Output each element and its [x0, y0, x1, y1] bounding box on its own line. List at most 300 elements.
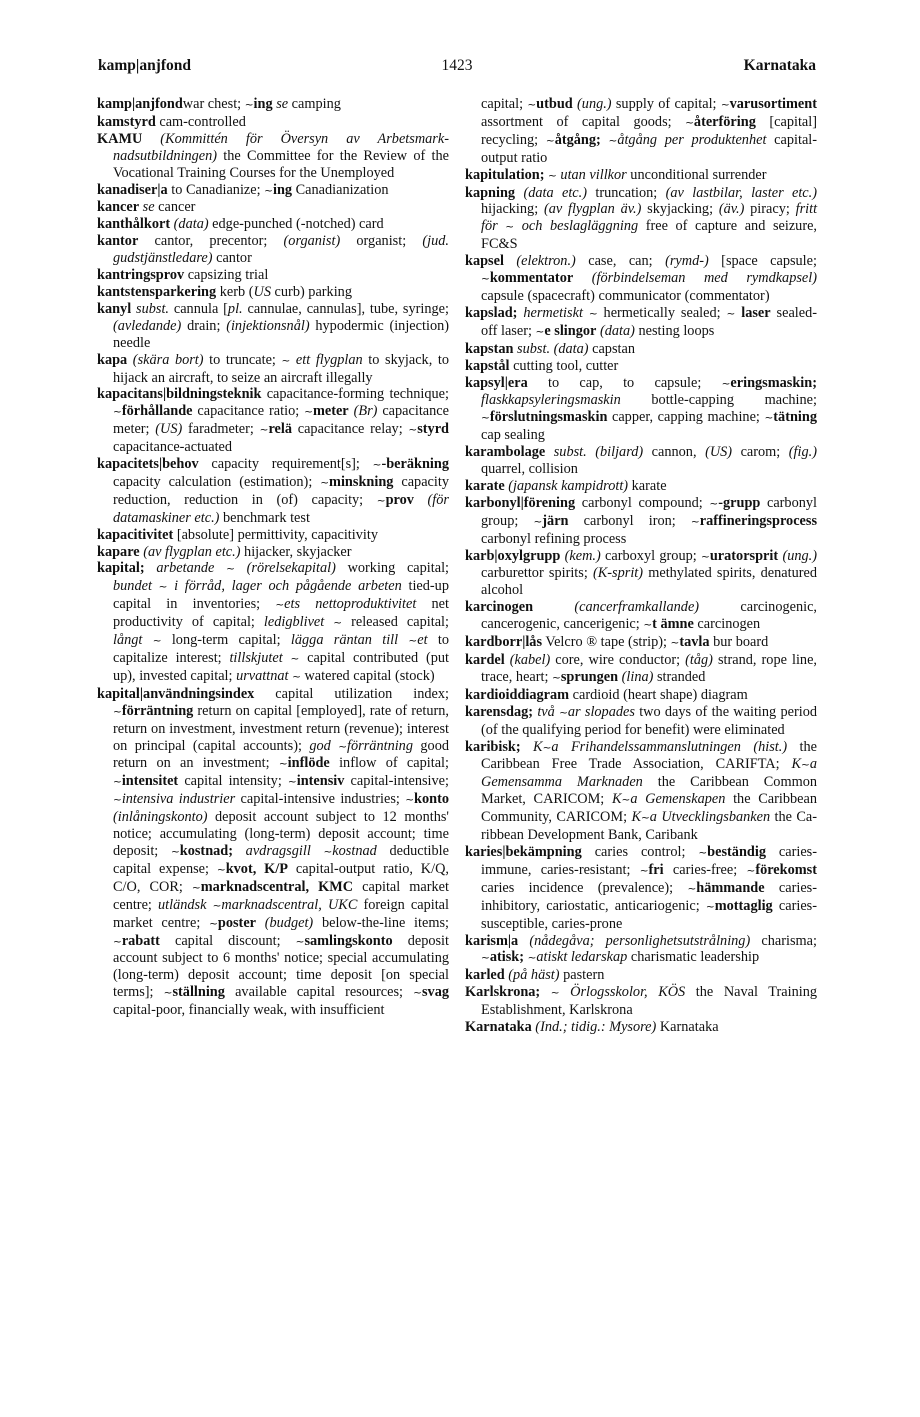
entry-headword: karies|bekämpning: [465, 843, 582, 860]
entry-headword: karb|oxylgrupp: [465, 547, 561, 564]
entry-text: edge-punched (-notched) card: [208, 216, 384, 233]
tilde-symbol: ~: [701, 550, 710, 563]
dictionary-entry: [465, 933, 817, 968]
entry-text: capital intensity;: [178, 773, 288, 790]
entry-label: (lina): [618, 668, 654, 685]
entry-text: benchmark test: [219, 509, 310, 526]
entry-headword: beständig: [707, 843, 766, 860]
entry-label: (data): [170, 216, 209, 233]
dictionary-entry: [97, 456, 449, 527]
page-header: [98, 57, 816, 81]
entry-label: (cancerframkallande): [533, 599, 700, 616]
dictionary-entry: [97, 114, 449, 131]
right-column: [465, 96, 817, 1036]
entry-text: stranded: [653, 668, 706, 685]
entry-headword: kapstål: [465, 357, 510, 374]
entry-text: inflow of capital;: [329, 755, 449, 772]
entry-label: (fig.): [788, 444, 817, 461]
entry-label: (K-sprit): [593, 565, 644, 582]
entry-label: atiskt ledarskap: [536, 949, 628, 966]
entry-headword: laser: [735, 304, 771, 321]
entry-headword: kantstensparkering: [97, 283, 217, 300]
entry-headword: förslutningsmaskin: [489, 409, 608, 426]
entry-text: capacitance meter;: [113, 403, 449, 438]
entry-label: (på häst): [504, 967, 560, 984]
dictionary-entry: [465, 634, 817, 652]
entry-label: kostnad: [332, 842, 377, 859]
entry-label: (av lastbilar, laster etc.): [665, 184, 817, 201]
tilde-symbol: ~: [259, 424, 269, 437]
entry-text: cannula [: [169, 300, 228, 317]
entry-text: caries-free;: [663, 861, 747, 878]
entry-headword: relä: [268, 421, 292, 438]
entry-text: [601, 132, 609, 148]
entry-headword: tätning: [773, 409, 817, 426]
entry-text: cancer: [154, 199, 196, 216]
entry-label: ledigblivet: [263, 614, 334, 631]
entry-label: utan villkor: [556, 166, 627, 183]
tilde-symbol: ~: [209, 917, 218, 930]
entry-text: carburettor spirits;: [481, 565, 593, 582]
entry-text: caries-susceptible, caries-prone: [481, 897, 817, 932]
entry-label: (Br): [348, 403, 378, 420]
entry-label: lägga räntan till: [290, 632, 409, 649]
entry-text: carboxyl group;: [600, 547, 702, 564]
entry-text: cutting tool, cutter: [509, 357, 619, 374]
tilde-symbol: ~: [801, 759, 810, 772]
entry-label: et: [417, 632, 428, 649]
entry-text: the Committee for the Review of the Vocational Training Courses for the Unemployed: [113, 147, 449, 181]
entry-label: (nådegåva; personlighetsutstrålning): [518, 932, 751, 949]
entry-text: supply of capital;: [611, 96, 721, 112]
dictionary-entry: [97, 560, 449, 685]
entry-headword: kapital|användningsindex: [97, 685, 255, 702]
entry-headword: kapacitets|behov: [97, 456, 199, 473]
entry-text: carbonyl compound;: [575, 494, 710, 511]
entry-label: K: [611, 791, 622, 808]
entry-headword: kapacitivitet: [97, 526, 174, 543]
entry-headword: förekomst: [755, 861, 817, 878]
entry-headword: karensdag;: [465, 703, 534, 720]
entry-text: [absolute] permittivity, capacitivity: [173, 526, 378, 543]
entry-headword: kommentator: [489, 270, 574, 287]
entry-label: och beslagläggning: [514, 218, 639, 235]
entry-label: a Gemensamma Marknaden: [481, 756, 817, 791]
dictionary-entry: [465, 704, 817, 739]
entry-text: capital-intensive;: [344, 773, 449, 790]
entry-text: nesting loops: [634, 322, 715, 339]
tilde-symbol: ~: [505, 221, 515, 234]
entry-text: quarrel, collision: [481, 461, 578, 478]
entry-text: to capitalize interest;: [113, 632, 449, 666]
entry-text: piracy;: [744, 201, 796, 218]
entry-headword: kanthålkort: [97, 216, 171, 233]
entry-headword: kapsel: [465, 253, 504, 270]
tilde-symbol: ~: [559, 706, 568, 719]
entry-headword: kapstan: [465, 340, 514, 357]
entry-label: Örlogsskolor, KÖS: [559, 984, 686, 1001]
entry-text: truncation;: [586, 184, 666, 201]
tilde-symbol: ~: [216, 863, 226, 876]
entry-headword: kostnad;: [179, 842, 234, 859]
entry-label: (Ind.; tidig.: Mysore): [531, 1019, 657, 1036]
entry-headword: karate: [465, 477, 505, 494]
header-left-guideword: kamp|anjfond: [98, 57, 191, 74]
entry-text: capacitance-actuated: [113, 439, 233, 456]
entry-text: hijacking;: [481, 201, 544, 218]
dictionary-entry: [465, 1019, 817, 1036]
entry-headword: t ämne: [652, 616, 694, 633]
entry-text: cam-controlled: [155, 113, 246, 130]
tilde-symbol: ~: [292, 670, 301, 683]
tilde-symbol: ~: [408, 424, 418, 437]
entry-label: (äv.): [718, 201, 745, 218]
dictionary-entry: [465, 375, 817, 445]
entry-headword: kapning: [465, 184, 516, 201]
tilde-symbol: ~: [191, 881, 201, 894]
dictionary-entry: [465, 495, 817, 548]
dictionary-entry: [97, 301, 449, 352]
tilde-symbol: ~: [527, 99, 537, 111]
entry-text: organist;: [340, 233, 423, 250]
dictionary-entry: [97, 233, 449, 267]
entry-headword: karled: [465, 967, 505, 984]
entry-label: a Frihandelssammanslutningen (hist.): [551, 738, 788, 755]
entry-text: carbonyl iron;: [568, 512, 691, 529]
entry-label: subst. (data): [513, 340, 589, 357]
entry-text: capsizing trial: [184, 267, 269, 284]
tilde-symbol: ~: [746, 864, 756, 877]
entry-text: charismatic leadership: [627, 949, 760, 966]
entry-text: cannulae, cannulas], tube, syringe;: [242, 300, 449, 317]
entry-text: caries-immune, caries-resistant;: [481, 843, 817, 878]
tilde-symbol: ~: [405, 794, 415, 807]
dictionary-entry: [97, 544, 449, 561]
tilde-symbol: ~: [376, 494, 386, 507]
entry-text: return on capital [employed], rate of return, return on investment, investment return (revenue); interest on principal (capital accounts);: [113, 702, 449, 754]
entry-text: the Caribbean Development Bank, Caribank: [481, 809, 817, 844]
entry-label: (tåg): [685, 652, 713, 668]
tilde-symbol: ~: [535, 325, 545, 338]
tilde-symbol: ~: [698, 846, 708, 859]
entry-label: två: [533, 703, 560, 720]
tilde-symbol: ~: [163, 987, 173, 1000]
entry-headword: kardborr|lås: [465, 634, 543, 651]
entry-text: cannon,: [643, 444, 706, 461]
tilde-symbol: ~: [527, 952, 537, 965]
tilde-symbol: ~: [295, 935, 305, 948]
entry-text: watered capital (stock): [300, 667, 435, 684]
tilde-symbol: ~: [113, 935, 122, 948]
entry-text: to skyjack, to hijack an aircraft, to seize an aircraft illegally: [113, 351, 449, 386]
entry-text: skyjacking;: [641, 201, 719, 218]
tilde-symbol: ~: [113, 705, 122, 718]
entry-headword: karambolage: [465, 444, 546, 461]
entry-text: capacity requirement[s];: [198, 456, 373, 473]
entry-label: (organist): [283, 233, 341, 250]
entry-text: unconditional surrender: [626, 166, 767, 183]
entry-text: core, wire conductor;: [550, 652, 686, 668]
entry-headword: prov: [385, 491, 414, 508]
entry-headword: varusortiment: [729, 96, 817, 112]
entry-headword: rabatt: [121, 932, 160, 949]
tilde-symbol: ~: [709, 497, 719, 510]
tilde-symbol: ~: [372, 459, 382, 472]
tilde-symbol: ~: [639, 864, 649, 877]
tilde-symbol: ~: [158, 581, 168, 594]
entry-label: subst.: [131, 300, 169, 317]
entry-text: cap sealing: [481, 427, 545, 444]
entry-text: capital-intensive industries;: [235, 791, 406, 808]
entry-headword: kapital;: [97, 560, 145, 577]
entry-label: långt: [113, 632, 153, 649]
entry-text: good return on an investment;: [113, 737, 449, 772]
entry-label: åtgång per produktenhet: [617, 131, 767, 148]
entry-text: hypodermic (injection) needle: [113, 317, 449, 351]
entry-text: caries-inhibitory, cariostatic, anticariogenic;: [481, 879, 818, 914]
entry-label: (data etc.): [515, 184, 587, 201]
entry-headword: minskning: [329, 473, 394, 490]
entry-label: (inlåningskonto): [113, 809, 208, 826]
entry-headword: sprungen: [560, 668, 619, 685]
tilde-symbol: ~: [687, 882, 697, 895]
entry-headword: intensitet: [121, 773, 179, 790]
tilde-symbol: ~: [481, 952, 490, 965]
tilde-symbol: ~: [608, 134, 618, 147]
entry-text: [540, 984, 551, 1000]
entry-headword: raffineringsprocess: [699, 512, 818, 529]
entry-headword: e slingor: [544, 322, 597, 339]
tilde-symbol: ~: [552, 671, 561, 684]
entry-text: strand, rope line, trace, heart;: [481, 652, 817, 685]
dictionary-entry: [465, 548, 817, 600]
tilde-symbol: ~: [545, 134, 555, 147]
entry-text: hijacker, skyjacker: [240, 543, 352, 560]
entry-headword: Karlskrona;: [465, 984, 541, 1001]
entry-text: two days of the waiting period (of the qualifying period for benefit) were eliminated: [481, 703, 817, 738]
entry-label: (rörelsekapital): [234, 560, 336, 577]
entry-headword: uratorsprit: [709, 547, 779, 564]
entry-text: bottle-capping machine;: [620, 392, 817, 409]
entry-headword: karcinogen: [465, 599, 534, 616]
entry-text: case, can;: [575, 253, 666, 270]
entry-headword: ing: [253, 96, 273, 112]
entry-text: the Naval Training Establishment, Karlskrona: [481, 984, 817, 1019]
dictionary-entry: [465, 167, 817, 185]
tilde-symbol: ~: [408, 635, 418, 648]
entry-text: capacitance relay;: [292, 421, 409, 438]
entry-label: (data): [596, 322, 635, 339]
entry-headword: ställning: [172, 984, 225, 1001]
entry-headword: karibisk;: [465, 738, 521, 755]
entry-label: i förråd, lager och pågående arbeten: [167, 578, 402, 595]
entry-headword: järn: [542, 512, 569, 529]
entry-headword: mottaglig: [714, 897, 773, 914]
entry-label: (kem.): [560, 547, 601, 564]
tilde-symbol: ~: [533, 515, 543, 528]
entry-headword: återföring: [693, 113, 756, 130]
entry-text: Karnataka: [656, 1019, 719, 1036]
entry-headword: kantringsprov: [97, 267, 185, 284]
entry-headword: samlingskonto: [304, 932, 393, 949]
dictionary-entry: [465, 984, 817, 1019]
entry-text: free of capture and seizure, FC&S: [481, 218, 818, 253]
dictionary-entry: [465, 444, 817, 478]
entry-label: (elektron.): [503, 253, 576, 270]
entry-label: (US): [705, 444, 733, 461]
dictionary-entry: [465, 358, 817, 375]
tilde-symbol: ~: [720, 99, 730, 111]
entry-text: capacitance ratio;: [192, 403, 305, 420]
entry-text: pastern: [559, 967, 605, 984]
entry-text: camping: [288, 96, 341, 112]
entry-label: K: [631, 809, 641, 826]
entry-text: capital-poor, financially weak, with insufficient: [113, 1002, 385, 1019]
entry-headword: förhållande: [121, 403, 193, 420]
entry-text: the Caribbean Community, CARICOM;: [481, 791, 817, 826]
entry-label: se: [272, 96, 289, 112]
left-column: [97, 96, 449, 1019]
dictionary-entry: [465, 305, 817, 341]
entry-headword: Karnataka: [465, 1019, 532, 1036]
dictionary-entry: [465, 844, 817, 933]
entry-text: capital utilization index;: [254, 685, 449, 702]
entry-text: capital-output ratio: [481, 131, 818, 166]
entry-label: (rymd-): [665, 253, 709, 270]
entry-text: war chest;: [182, 96, 245, 112]
entry-text: deposit account subject to 12 months' notice; accumulating (long-term) deposit account; time deposit;: [113, 809, 449, 859]
dictionary-entry: [97, 131, 449, 182]
dictionary-entry: [97, 216, 449, 233]
entry-label: god: [309, 737, 339, 754]
entry-text: foreign capital market centre;: [113, 896, 449, 931]
tilde-symbol: ~: [690, 515, 700, 528]
entry-text: carcinogen: [693, 616, 761, 633]
entry-headword: kapitulation;: [465, 166, 545, 183]
tilde-symbol: ~: [338, 740, 348, 753]
entry-text: released capital;: [342, 614, 449, 631]
entry-text: the Caribbean Free Trade Association, CARIFTA;: [481, 738, 817, 773]
entry-headword: kardel: [465, 652, 505, 668]
entry-label: (ung.): [778, 547, 817, 564]
entry-label: ett flygplan: [290, 351, 363, 368]
entry-label: (japansk kampidrott): [504, 477, 629, 494]
entry-text: capital market centre;: [113, 878, 449, 913]
entry-text: kerb (: [216, 283, 254, 300]
entry-text: capital-output ratio, K/Q, C/O, COR;: [113, 860, 450, 895]
entry-label: (för datamaskiner etc.): [113, 491, 449, 526]
tilde-symbol: ~: [113, 776, 122, 789]
tilde-symbol: ~: [287, 776, 297, 789]
entry-headword: intensiv: [296, 773, 345, 790]
entry-headword: kapare: [97, 543, 140, 560]
entry-text: caries incidence (prevalence);: [481, 879, 688, 896]
entry-label: bundet: [113, 578, 159, 595]
tilde-symbol: ~: [170, 845, 180, 858]
entry-headword: förräntning: [121, 702, 194, 719]
tilde-symbol: ~: [113, 794, 122, 807]
entry-label: (budget): [256, 914, 314, 931]
tilde-symbol: ~: [721, 377, 731, 390]
entry-text: [space capsule;: [708, 253, 817, 270]
entry-label: (av flygplan etc.): [139, 543, 241, 560]
entry-text: available capital resources;: [224, 984, 414, 1001]
entry-text: to cap, to capsule;: [527, 374, 722, 391]
dictionary-entry: [97, 386, 449, 456]
entry-headword: marknadscentral, KMC: [200, 878, 354, 895]
tilde-symbol: ~: [550, 987, 560, 1000]
entry-text: carbonyl refining process: [481, 530, 627, 547]
entry-label: ar slopades: [567, 703, 635, 720]
entry-label: subst. (biljard): [545, 444, 644, 461]
entry-text: assortment of capital goods;: [481, 113, 686, 130]
entry-text: below-the-line items;: [313, 914, 450, 931]
entry-headword: kanadiser|a: [97, 181, 168, 198]
dictionary-entry: [97, 267, 449, 284]
tilde-symbol: ~: [481, 412, 490, 425]
tilde-symbol: ~: [640, 812, 650, 825]
dictionary-entry: [97, 686, 449, 1019]
entry-label: US: [253, 283, 271, 300]
entry-headword: tavla: [679, 634, 710, 651]
entry-label: urvattnat: [236, 667, 293, 684]
entry-label: arbetande: [144, 560, 227, 577]
dictionary-entry: [97, 199, 449, 216]
entry-headword: åtgång;: [554, 131, 601, 148]
dictionary-entry: [465, 687, 817, 704]
entry-text: hermetically sealed;: [597, 304, 727, 321]
entry-headword: kamp|anjfond: [97, 96, 183, 112]
tilde-symbol: ~: [278, 758, 288, 771]
tilde-symbol: ~: [244, 99, 254, 111]
entry-text: curb) parking: [270, 283, 352, 300]
entry-text: to truncate;: [203, 351, 282, 368]
dictionary-entry: [465, 253, 817, 305]
tilde-symbol: ~: [264, 184, 273, 197]
tilde-symbol: ~: [290, 653, 300, 665]
entry-text: sealed-off laser;: [481, 304, 818, 339]
entry-text: cantor, precentor;: [138, 233, 284, 250]
entry-label: (skära bort): [127, 351, 204, 368]
entry-headword: kantor: [97, 233, 139, 250]
dictionary-entry: [97, 352, 449, 387]
entry-label: a Utvecklingsbanken: [649, 809, 771, 826]
entry-text: bur board: [709, 634, 769, 651]
tilde-symbol: ~: [588, 307, 598, 320]
entry-text: cardioid (heart shape) diagram: [569, 686, 748, 703]
entry-label: marknadscentral, UKC: [221, 896, 358, 913]
tilde-symbol: ~: [304, 406, 313, 419]
entry-headword: kapa: [97, 351, 128, 368]
entry-text: methylated spirits, denatured alcohol: [481, 565, 817, 599]
dictionary-entry: [97, 96, 449, 114]
entry-text: charisma;: [750, 932, 817, 949]
tilde-symbol: ~: [333, 617, 343, 630]
entry-label: avdragsgill: [233, 842, 324, 859]
entry-text: long-term capital;: [161, 632, 291, 649]
entry-text: to Canadianize;: [167, 181, 265, 198]
entry-label: utländsk: [158, 896, 213, 913]
entry-label: (förbindelseman med rymdkapsel): [573, 270, 817, 287]
entry-text: Velcro ® tape (strip);: [542, 634, 671, 651]
dictionary-entry: [97, 527, 449, 544]
dictionary-entry: [97, 182, 449, 200]
entry-text: drain;: [181, 317, 227, 334]
entry-headword: kancer: [97, 199, 140, 216]
tilde-symbol: ~: [670, 637, 680, 650]
tilde-symbol: ~: [320, 476, 330, 489]
entry-label: K: [791, 756, 802, 773]
